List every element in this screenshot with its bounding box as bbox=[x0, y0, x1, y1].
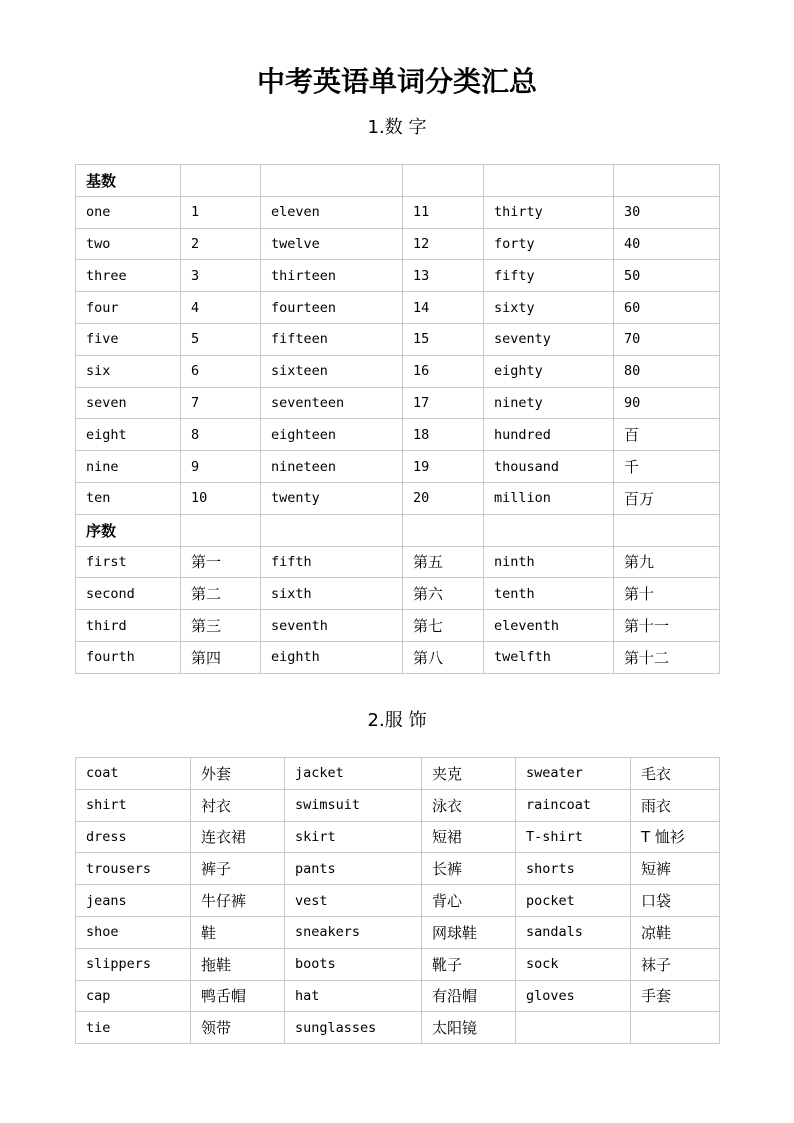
meaning-cell: 第四 bbox=[181, 641, 261, 673]
meaning-cell: 第七 bbox=[403, 610, 484, 642]
word-cell: skirt bbox=[285, 821, 422, 853]
table-row bbox=[76, 419, 720, 451]
empty-cell bbox=[181, 165, 261, 197]
word-cell: trousers bbox=[76, 853, 191, 885]
meaning-cell: 裤子 bbox=[191, 853, 285, 885]
word-cell: eighty bbox=[484, 355, 614, 387]
table-row bbox=[76, 260, 720, 292]
meaning-cell: 牛仔裤 bbox=[191, 885, 285, 917]
word-cell: nineteen bbox=[261, 451, 403, 483]
meaning-cell: 连衣裙 bbox=[191, 821, 285, 853]
table-row bbox=[76, 1012, 720, 1044]
word-cell: swimsuit bbox=[285, 789, 422, 821]
meaning-cell: 鞋 bbox=[191, 916, 285, 948]
meaning-cell: 第八 bbox=[403, 641, 484, 673]
empty-cell bbox=[484, 514, 614, 546]
meaning-cell: 1 bbox=[181, 196, 261, 228]
word-cell: fourteen bbox=[261, 292, 403, 324]
meaning-cell: T 恤衫 bbox=[631, 821, 720, 853]
meaning-cell: 20 bbox=[403, 482, 484, 514]
word-cell: thirty bbox=[484, 196, 614, 228]
word-cell: shirt bbox=[76, 789, 191, 821]
table-row bbox=[76, 228, 720, 260]
meaning-cell: 第五 bbox=[403, 546, 484, 578]
empty-cell bbox=[403, 165, 484, 197]
empty-cell bbox=[631, 1012, 720, 1044]
word-cell: four bbox=[76, 292, 181, 324]
word-cell: eighth bbox=[261, 641, 403, 673]
meaning-cell: 11 bbox=[403, 196, 484, 228]
meaning-cell: 14 bbox=[403, 292, 484, 324]
meaning-cell: 第一 bbox=[181, 546, 261, 578]
word-cell: seventeen bbox=[261, 387, 403, 419]
word-cell: forty bbox=[484, 228, 614, 260]
word-cell: eleventh bbox=[484, 610, 614, 642]
meaning-cell: 有沿帽 bbox=[422, 980, 516, 1012]
meaning-cell: 长裤 bbox=[422, 853, 516, 885]
table-row bbox=[76, 292, 720, 324]
word-cell: sweater bbox=[516, 758, 631, 790]
meaning-cell: 18 bbox=[403, 419, 484, 451]
word-cell: coat bbox=[76, 758, 191, 790]
meaning-cell: 靴子 bbox=[422, 948, 516, 980]
word-cell: ninth bbox=[484, 546, 614, 578]
word-cell: hat bbox=[285, 980, 422, 1012]
meaning-cell: 17 bbox=[403, 387, 484, 419]
word-cell: jeans bbox=[76, 885, 191, 917]
word-cell: fifteen bbox=[261, 323, 403, 355]
meaning-cell: 拖鞋 bbox=[191, 948, 285, 980]
clothing-table bbox=[75, 757, 720, 1044]
word-cell: nine bbox=[76, 451, 181, 483]
table-row bbox=[76, 451, 720, 483]
word-cell: one bbox=[76, 196, 181, 228]
table-row bbox=[76, 821, 720, 853]
word-cell: tie bbox=[76, 1012, 191, 1044]
word-cell: twenty bbox=[261, 482, 403, 514]
table-row bbox=[76, 885, 720, 917]
page-title: 中考英语单词分类汇总 bbox=[256, 65, 537, 98]
meaning-cell: 60 bbox=[614, 292, 720, 324]
meaning-cell: 毛衣 bbox=[631, 758, 720, 790]
empty-cell bbox=[614, 514, 720, 546]
word-cell: five bbox=[76, 323, 181, 355]
table-row bbox=[76, 758, 720, 790]
meaning-cell: 12 bbox=[403, 228, 484, 260]
word-cell: first bbox=[76, 546, 181, 578]
word-cell: sock bbox=[516, 948, 631, 980]
word-cell: shorts bbox=[516, 853, 631, 885]
word-cell: sixteen bbox=[261, 355, 403, 387]
meaning-cell: 30 bbox=[614, 196, 720, 228]
word-cell: thirteen bbox=[261, 260, 403, 292]
meaning-cell: 第十一 bbox=[614, 610, 720, 642]
meaning-cell: 第十二 bbox=[614, 641, 720, 673]
empty-cell bbox=[261, 165, 403, 197]
meaning-cell: 短裤 bbox=[631, 853, 720, 885]
meaning-cell: 90 bbox=[614, 387, 720, 419]
word-cell: sandals bbox=[516, 916, 631, 948]
word-cell: seventh bbox=[261, 610, 403, 642]
meaning-cell: 太阳镜 bbox=[422, 1012, 516, 1044]
meaning-cell: 19 bbox=[403, 451, 484, 483]
word-cell: sixth bbox=[261, 578, 403, 610]
meaning-cell: 夹克 bbox=[422, 758, 516, 790]
meaning-cell: 雨衣 bbox=[631, 789, 720, 821]
meaning-cell: 5 bbox=[181, 323, 261, 355]
table-row bbox=[76, 980, 720, 1012]
meaning-cell: 7 bbox=[181, 387, 261, 419]
meaning-cell: 10 bbox=[181, 482, 261, 514]
meaning-cell: 2 bbox=[181, 228, 261, 260]
cardinal-header-row-label: 基数 bbox=[76, 165, 181, 197]
ordinal-header-row bbox=[76, 514, 720, 546]
table-row bbox=[76, 355, 720, 387]
word-cell: second bbox=[76, 578, 181, 610]
section-title-numbers: 1.数 字 bbox=[367, 117, 427, 138]
table-row bbox=[76, 641, 720, 673]
section-title-clothing: 2.服 饰 bbox=[367, 710, 427, 731]
table-row bbox=[76, 546, 720, 578]
word-cell: thousand bbox=[484, 451, 614, 483]
meaning-cell: 第十 bbox=[614, 578, 720, 610]
word-cell: pocket bbox=[516, 885, 631, 917]
empty-cell bbox=[516, 1012, 631, 1044]
empty-cell bbox=[181, 514, 261, 546]
word-cell: sixty bbox=[484, 292, 614, 324]
meaning-cell: 70 bbox=[614, 323, 720, 355]
meaning-cell: 口袋 bbox=[631, 885, 720, 917]
meaning-cell: 15 bbox=[403, 323, 484, 355]
word-cell: eight bbox=[76, 419, 181, 451]
word-cell: raincoat bbox=[516, 789, 631, 821]
empty-cell bbox=[261, 514, 403, 546]
meaning-cell: 3 bbox=[181, 260, 261, 292]
word-cell: jacket bbox=[285, 758, 422, 790]
meaning-cell: 第三 bbox=[181, 610, 261, 642]
word-cell: ten bbox=[76, 482, 181, 514]
meaning-cell: 50 bbox=[614, 260, 720, 292]
table-row bbox=[76, 916, 720, 948]
word-cell: pants bbox=[285, 853, 422, 885]
meaning-cell: 鸭舌帽 bbox=[191, 980, 285, 1012]
meaning-cell: 袜子 bbox=[631, 948, 720, 980]
word-cell: gloves bbox=[516, 980, 631, 1012]
word-cell: hundred bbox=[484, 419, 614, 451]
word-cell: twelve bbox=[261, 228, 403, 260]
empty-cell bbox=[614, 165, 720, 197]
table-row bbox=[76, 789, 720, 821]
table-row bbox=[76, 610, 720, 642]
word-cell: ninety bbox=[484, 387, 614, 419]
word-cell: eighteen bbox=[261, 419, 403, 451]
meaning-cell: 9 bbox=[181, 451, 261, 483]
table-row bbox=[76, 196, 720, 228]
word-cell: T-shirt bbox=[516, 821, 631, 853]
meaning-cell: 衬衣 bbox=[191, 789, 285, 821]
numbers-table bbox=[75, 164, 720, 674]
word-cell: seven bbox=[76, 387, 181, 419]
table-row bbox=[76, 948, 720, 980]
word-cell: dress bbox=[76, 821, 191, 853]
meaning-cell: 网球鞋 bbox=[422, 916, 516, 948]
meaning-cell: 千 bbox=[614, 451, 720, 483]
word-cell: boots bbox=[285, 948, 422, 980]
meaning-cell: 第六 bbox=[403, 578, 484, 610]
meaning-cell: 4 bbox=[181, 292, 261, 324]
empty-cell bbox=[403, 514, 484, 546]
meaning-cell: 手套 bbox=[631, 980, 720, 1012]
meaning-cell: 短裙 bbox=[422, 821, 516, 853]
meaning-cell: 16 bbox=[403, 355, 484, 387]
table-row bbox=[76, 387, 720, 419]
word-cell: eleven bbox=[261, 196, 403, 228]
word-cell: six bbox=[76, 355, 181, 387]
word-cell: third bbox=[76, 610, 181, 642]
meaning-cell: 80 bbox=[614, 355, 720, 387]
ordinal-header-row-label: 序数 bbox=[76, 514, 181, 546]
table-row bbox=[76, 323, 720, 355]
cardinal-header-row bbox=[76, 165, 720, 197]
word-cell: vest bbox=[285, 885, 422, 917]
meaning-cell: 背心 bbox=[422, 885, 516, 917]
word-cell: sneakers bbox=[285, 916, 422, 948]
table-row bbox=[76, 853, 720, 885]
word-cell: three bbox=[76, 260, 181, 292]
table-row bbox=[76, 578, 720, 610]
meaning-cell: 第九 bbox=[614, 546, 720, 578]
meaning-cell: 百万 bbox=[614, 482, 720, 514]
word-cell: shoe bbox=[76, 916, 191, 948]
meaning-cell: 领带 bbox=[191, 1012, 285, 1044]
word-cell: fifty bbox=[484, 260, 614, 292]
meaning-cell: 凉鞋 bbox=[631, 916, 720, 948]
meaning-cell: 13 bbox=[403, 260, 484, 292]
word-cell: million bbox=[484, 482, 614, 514]
meaning-cell: 6 bbox=[181, 355, 261, 387]
meaning-cell: 40 bbox=[614, 228, 720, 260]
meaning-cell: 8 bbox=[181, 419, 261, 451]
word-cell: fifth bbox=[261, 546, 403, 578]
empty-cell bbox=[484, 165, 614, 197]
meaning-cell: 泳衣 bbox=[422, 789, 516, 821]
meaning-cell: 百 bbox=[614, 419, 720, 451]
word-cell: two bbox=[76, 228, 181, 260]
word-cell: slippers bbox=[76, 948, 191, 980]
word-cell: seventy bbox=[484, 323, 614, 355]
word-cell: sunglasses bbox=[285, 1012, 422, 1044]
meaning-cell: 第二 bbox=[181, 578, 261, 610]
word-cell: tenth bbox=[484, 578, 614, 610]
word-cell: fourth bbox=[76, 641, 181, 673]
word-cell: cap bbox=[76, 980, 191, 1012]
table-row bbox=[76, 482, 720, 514]
word-cell: twelfth bbox=[484, 641, 614, 673]
meaning-cell: 外套 bbox=[191, 758, 285, 790]
